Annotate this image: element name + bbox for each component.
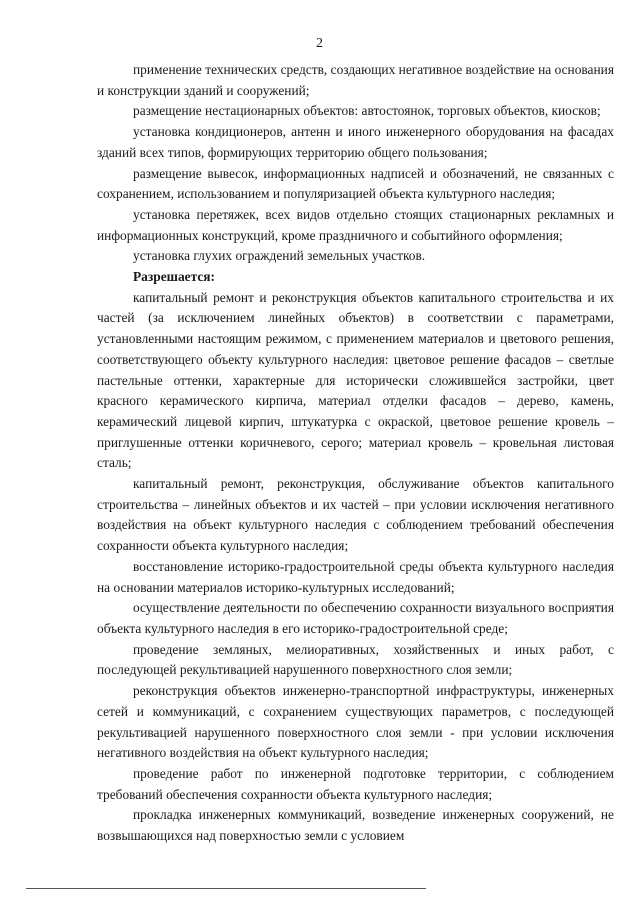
paragraph: реконструкция объектов инженерно-транспортной инфраструктуры, инженерных сетей и коммуникаций, с сохранением существующих параметров, с последующей рекультивацией нарушенного поверхностного слоя земли - при условии исключения негативного воздействия на объект культурного наследия; [97, 683, 614, 761]
paragraph: установка кондиционеров, антенн и иного инженерного оборудования на фасадах зданий всех типов, формирующих территорию общего пользования; [97, 124, 614, 160]
page-number: 2 [316, 36, 323, 51]
paragraph: установка перетяжек, всех видов отдельно стоящих стационарных рекламных и информационных конструкций, кроме праздничного и событийного оформления; [97, 206, 614, 243]
paragraph: капитальный ремонт, реконструкция, обслуживание объектов капитального строительства – линейных объектов и их частей – при условии исключения негативного воздействия на объект культурного наследия с соблюдением требований обеспечения сохранности объекта культурного наследия; [97, 476, 614, 554]
paragraph: установка глухих ограждений земельных участков. [133, 248, 426, 264]
paragraph: прокладка инженерных коммуникаций, возведение инженерных сооружений, не возвышающихся над поверхностью земли с условием [97, 807, 614, 844]
footer-divider [26, 888, 426, 889]
paragraph: осуществление деятельности по обеспечению сохранности визуального восприятия объекта культурного наследия в его историко-градостроительной среде; [97, 600, 614, 636]
section-heading: Разрешается: [133, 269, 215, 285]
paragraph: применение технических средств, создающих негативное воздействие на основания и конструкции зданий и сооружений; [97, 62, 614, 98]
paragraph: размещение вывесок, информационных надписей и обозначений, не связанных с сохранением, использованием и популяризацией объекта культурного наследия; [97, 165, 614, 202]
paragraph: восстановление историко-градостроительной среды объекта культурного наследия на основании материалов историко-культурных исследований; [97, 558, 614, 595]
document-body [97, 60, 614, 847]
paragraph: капитальный ремонт и реконструкция объектов капитального строительства и их частей (за исключением линейных объектов) в соответствии с параметрами, установленными настоящим режимом, с применением материалов и цветового решения, соответствующего объекту культурного наследия: цветовое решение фасадов – светлые пастельные оттенки, характерные для исторически сложившейся застройки, цвет красного керамического кирпича, материал отделки фасадов – дерево, камень, керамический лицевой кирпич, штукатурка с окраской, цветовое решение кровель – приглушенные оттенки коричневого, серого; материал кровель – кровельная листовая сталь; [97, 289, 614, 471]
paragraph: размещение нестационарных объектов: автостоянок, торговых объектов, киосков; [133, 103, 601, 119]
paragraph: проведение работ по инженерной подготовке территории, с соблюдением требований обеспечения сохранности объекта культурного наследия; [97, 765, 614, 802]
paragraph: проведение земляных, мелиоративных, хозяйственных и иных работ, с последующей рекультивацией нарушенного поверхностного слоя земли; [97, 641, 614, 678]
